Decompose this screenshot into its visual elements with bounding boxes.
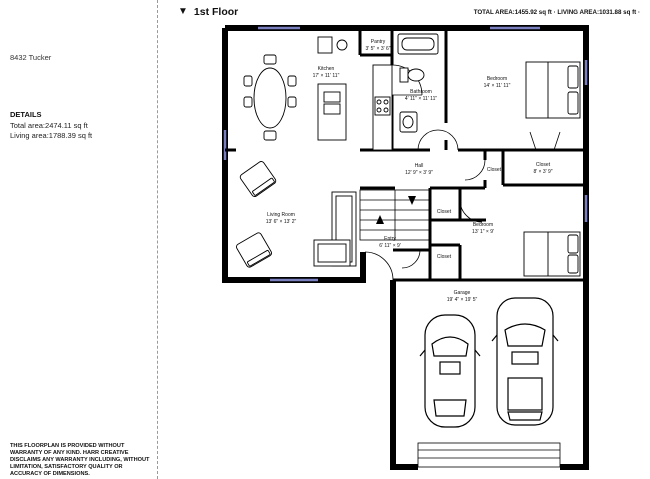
entry-dims: 6' 11" × 9' xyxy=(379,243,401,249)
hall-name: Hall xyxy=(414,163,424,169)
garage-door xyxy=(418,443,560,467)
bathroom-name: Bathroom xyxy=(410,89,432,95)
bedroom2-dims: 13' 1" × 9' xyxy=(472,229,494,235)
living-furniture xyxy=(235,160,356,268)
entry-name: Entry xyxy=(384,236,396,242)
bedroom2-name: Bedroom xyxy=(472,222,494,228)
bedroom1-dims: 14' × 11' 11" xyxy=(483,83,511,89)
total-area-text: Total area:2474.11 sq ft xyxy=(10,121,88,130)
closet-entry-name: Closet xyxy=(436,209,452,215)
area-summary: TOTAL AREA:1455.92 sq ft · LIVING AREA:1031.88 sq ft · xyxy=(473,9,640,16)
car-left-icon xyxy=(420,315,480,427)
kitchen-name: Kitchen xyxy=(317,66,335,72)
hall-dims: 12' 9" × 3' 9" xyxy=(405,170,433,176)
bathroom-fixtures xyxy=(398,34,438,132)
bathroom-dims: 4' 11" × 11' 11" xyxy=(404,96,438,102)
pantry-name: Pantry xyxy=(370,39,386,45)
pantry-dims: 3' 5" × 3' 6" xyxy=(365,46,391,52)
bedroom1-name: Bedroom xyxy=(486,76,508,82)
floor-title: 1st Floor xyxy=(193,6,239,18)
living-name: Living Room xyxy=(267,212,295,218)
property-address: 8432 Tucker xyxy=(10,53,52,62)
closet-hall-name: Closet xyxy=(486,167,502,173)
bed-master xyxy=(526,62,580,118)
kitchen-dims: 17' × 11' 11" xyxy=(312,73,340,79)
closet-small-name: Closet xyxy=(436,254,452,260)
stairs xyxy=(360,190,430,240)
disclaimer-text: THIS FLOORPLAN IS PROVIDED WITHOUT WARRANTY OF ANY KIND. HARR CREATIVE DISCLAIMS ANY WARRANTY INCLUDING, WITHOUT LIMITATION, SATISFACTORY QUALITY OR ACCURACY OF DIMENSIONS. xyxy=(10,443,150,477)
garage-dims: 19' 4" × 19' 5" xyxy=(446,297,478,303)
details-heading: DETAILS xyxy=(10,110,42,119)
garage-name: Garage xyxy=(453,290,471,296)
caret-down-icon[interactable]: ▼ xyxy=(178,6,188,17)
closet-bed1-name: Closet xyxy=(535,162,551,168)
dining-table xyxy=(244,55,296,140)
bed-second xyxy=(524,232,580,276)
living-area-text: Living area:1788.39 sq ft xyxy=(10,131,93,140)
closet-bed1-dims: 8' × 3' 9" xyxy=(533,169,553,175)
living-dims: 13' 6" × 13' 2" xyxy=(265,219,297,225)
car-right-icon xyxy=(492,298,558,425)
